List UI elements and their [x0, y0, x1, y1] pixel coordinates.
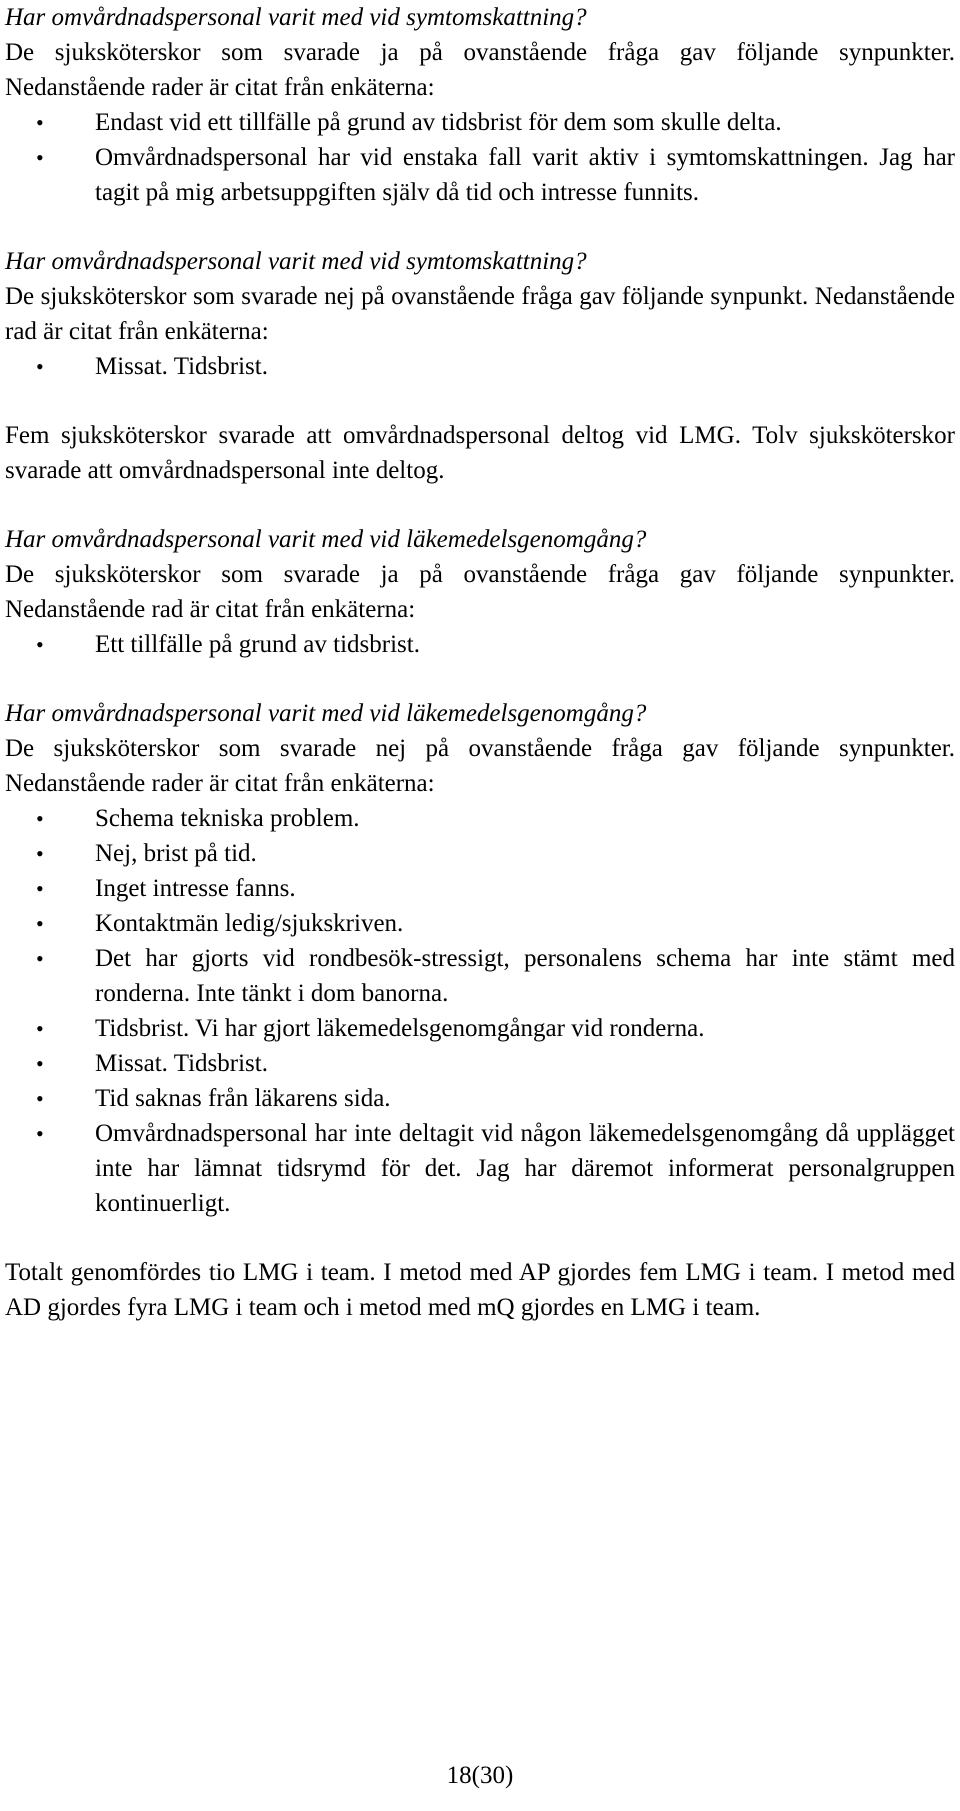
intro-paragraph: De sjuksköterskor som svarade nej på ovanstående fråga gav följande synpunkt. Nedanstående rad är citat från enkäterna:	[5, 283, 955, 345]
bullet-icon: •	[36, 876, 44, 901]
list-item	[36, 871, 955, 906]
section-lakemedel-ja	[5, 522, 955, 662]
bullet-icon: •	[36, 1051, 44, 1076]
summary-paragraph: Fem sjuksköterskor svarade att omvårdnadspersonal deltog vid LMG. Tolv sjuksköterskor svarade att omvårdnadspersonal inte deltog.	[5, 422, 955, 484]
section-symtom-nej	[5, 244, 955, 384]
list-item	[36, 941, 955, 1011]
list-item-text: Tid saknas från läkarens sida.	[95, 1085, 391, 1112]
list-item	[36, 105, 955, 140]
bullet-icon: •	[36, 145, 44, 170]
bullet-icon: •	[36, 1121, 44, 1146]
list-item-text: Nej, brist på tid.	[95, 840, 257, 867]
section-lmg-total	[5, 1255, 955, 1325]
list-item	[36, 1046, 955, 1081]
intro-paragraph: De sjuksköterskor som svarade nej på ovanstående fråga gav följande synpunkter. Nedanstående rader är citat från enkäterna:	[5, 735, 955, 797]
quote-list	[5, 349, 955, 384]
question-heading: Har omvårdnadspersonal varit med vid symtomskattning?	[5, 4, 587, 31]
list-item-text: Inget intresse fanns.	[95, 875, 296, 902]
question-heading: Har omvårdnadspersonal varit med vid läkemedelsgenomgång?	[5, 526, 647, 553]
intro-paragraph: De sjuksköterskor som svarade ja på ovanstående fråga gav följande synpunkter. Nedanstående rad är citat från enkäterna:	[5, 561, 955, 623]
list-item-text: Ett tillfälle på grund av tidsbrist.	[95, 631, 420, 658]
section-symtom-ja	[5, 0, 955, 210]
list-item	[36, 1116, 955, 1221]
question-heading: Har omvårdnadspersonal varit med vid läkemedelsgenomgång?	[5, 700, 647, 727]
list-item	[36, 349, 955, 384]
question-heading: Har omvårdnadspersonal varit med vid symtomskattning?	[5, 248, 587, 275]
list-item	[36, 906, 955, 941]
bullet-icon: •	[36, 632, 44, 657]
list-item	[36, 801, 955, 836]
bullet-icon: •	[36, 110, 44, 135]
list-item	[36, 836, 955, 871]
section-lakemedel-nej	[5, 696, 955, 1221]
list-item	[36, 627, 955, 662]
quote-list	[5, 627, 955, 662]
list-item	[36, 1011, 955, 1046]
list-item-text: Endast vid ett tillfälle på grund av tidsbrist för dem som skulle delta.	[95, 109, 782, 136]
list-item-text: Missat. Tidsbrist.	[95, 1050, 268, 1077]
bullet-icon: •	[36, 806, 44, 831]
quote-list	[5, 105, 955, 210]
bullet-icon: •	[36, 841, 44, 866]
list-item-text: Kontaktmän ledig/sjukskriven.	[95, 910, 404, 937]
list-item-text: Omvårdnadspersonal har inte deltagit vid någon läkemedelsgenomgång då upplägget inte har lämnat tidsrymd för det. Jag har däremot informerat personalgruppen kontinuerligt.	[95, 1120, 955, 1217]
list-item-text: Tidsbrist. Vi har gjort läkemedelsgenomgångar vid ronderna.	[95, 1015, 705, 1042]
summary-paragraph: Totalt genomfördes tio LMG i team. I metod med AP gjordes fem LMG i team. I metod med AD gjordes fyra LMG i team och i metod med mQ gjordes en LMG i team.	[5, 1259, 955, 1321]
list-item-text: Missat. Tidsbrist.	[95, 353, 268, 380]
page-number: 18(30)	[446, 1762, 514, 1789]
list-item-text: Omvårdnadspersonal har vid enstaka fall varit aktiv i symtomskattningen. Jag har tagit på mig arbetsuppgiften själv då tid och intresse funnits.	[95, 144, 955, 206]
list-item-text: Schema tekniska problem.	[95, 805, 360, 832]
document-page	[5, 0, 955, 1359]
list-item	[36, 1081, 955, 1116]
bullet-icon: •	[36, 911, 44, 936]
quote-list	[5, 801, 955, 1221]
section-lmg-summary	[5, 418, 955, 488]
list-item	[36, 140, 955, 210]
bullet-icon: •	[36, 1086, 44, 1111]
bullet-icon: •	[36, 946, 44, 971]
bullet-icon: •	[36, 354, 44, 379]
intro-paragraph: De sjuksköterskor som svarade ja på ovanstående fråga gav följande synpunkter. Nedanstående rader är citat från enkäterna:	[5, 39, 955, 101]
list-item-text: Det har gjorts vid rondbesök-stressigt, personalens schema har inte stämt med ronderna. Inte tänkt i dom banorna.	[95, 945, 955, 1007]
bullet-icon: •	[36, 1016, 44, 1041]
